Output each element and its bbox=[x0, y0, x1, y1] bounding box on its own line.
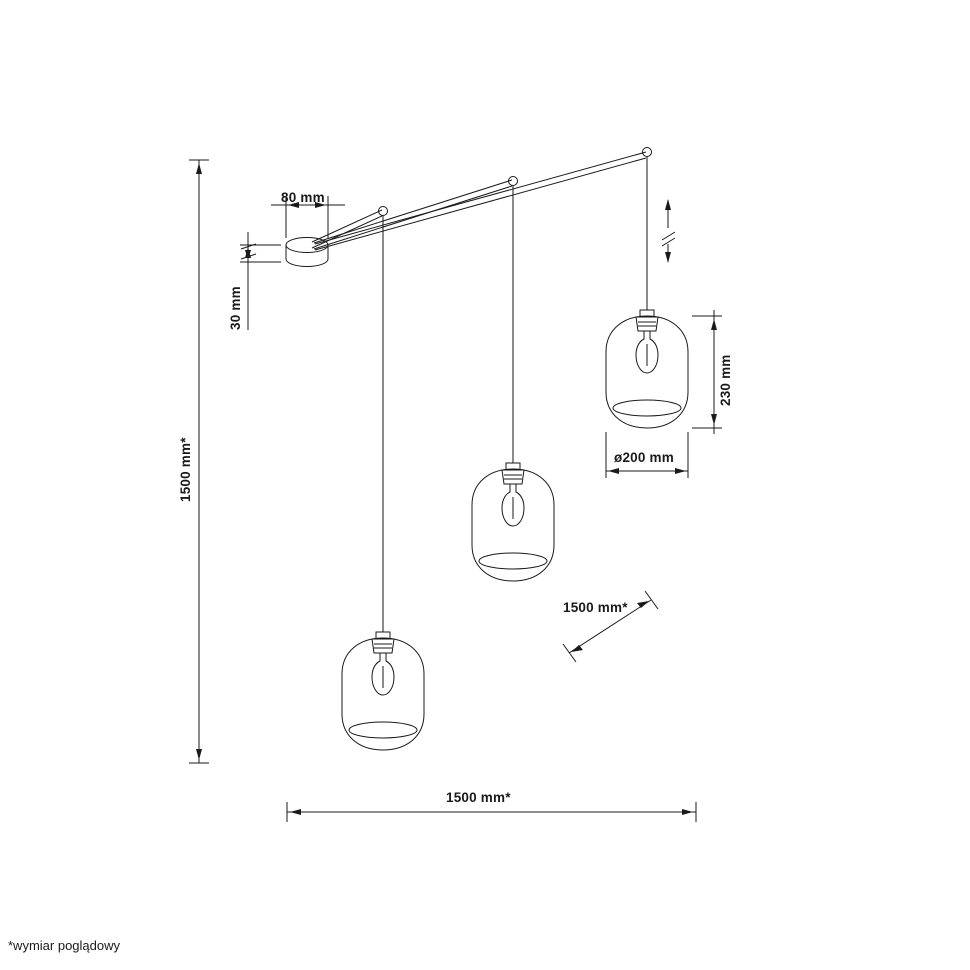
lamp-shade-right bbox=[606, 310, 688, 428]
dimension-total-width bbox=[287, 802, 696, 822]
footnote-text: *wymiar poglądowy bbox=[8, 938, 120, 953]
height-adjust-arrow bbox=[662, 199, 675, 263]
label-total-height: 1500 mm* bbox=[178, 437, 193, 502]
cable-arms bbox=[312, 152, 646, 250]
label-shade-height: 230 mm bbox=[718, 354, 733, 406]
lamp-shade-middle bbox=[472, 463, 554, 581]
label-canopy-height: 30 mm bbox=[228, 286, 243, 330]
drop-cables bbox=[383, 157, 647, 632]
label-cable-span: 1500 mm* bbox=[563, 600, 628, 615]
dimension-canopy-height bbox=[240, 232, 281, 330]
lamp-shade-left bbox=[342, 632, 424, 750]
label-total-width: 1500 mm* bbox=[446, 790, 511, 805]
cable-nodes bbox=[379, 148, 652, 216]
label-shade-diameter: ø200 mm bbox=[614, 450, 674, 465]
label-canopy-width: 80 mm bbox=[281, 190, 325, 205]
